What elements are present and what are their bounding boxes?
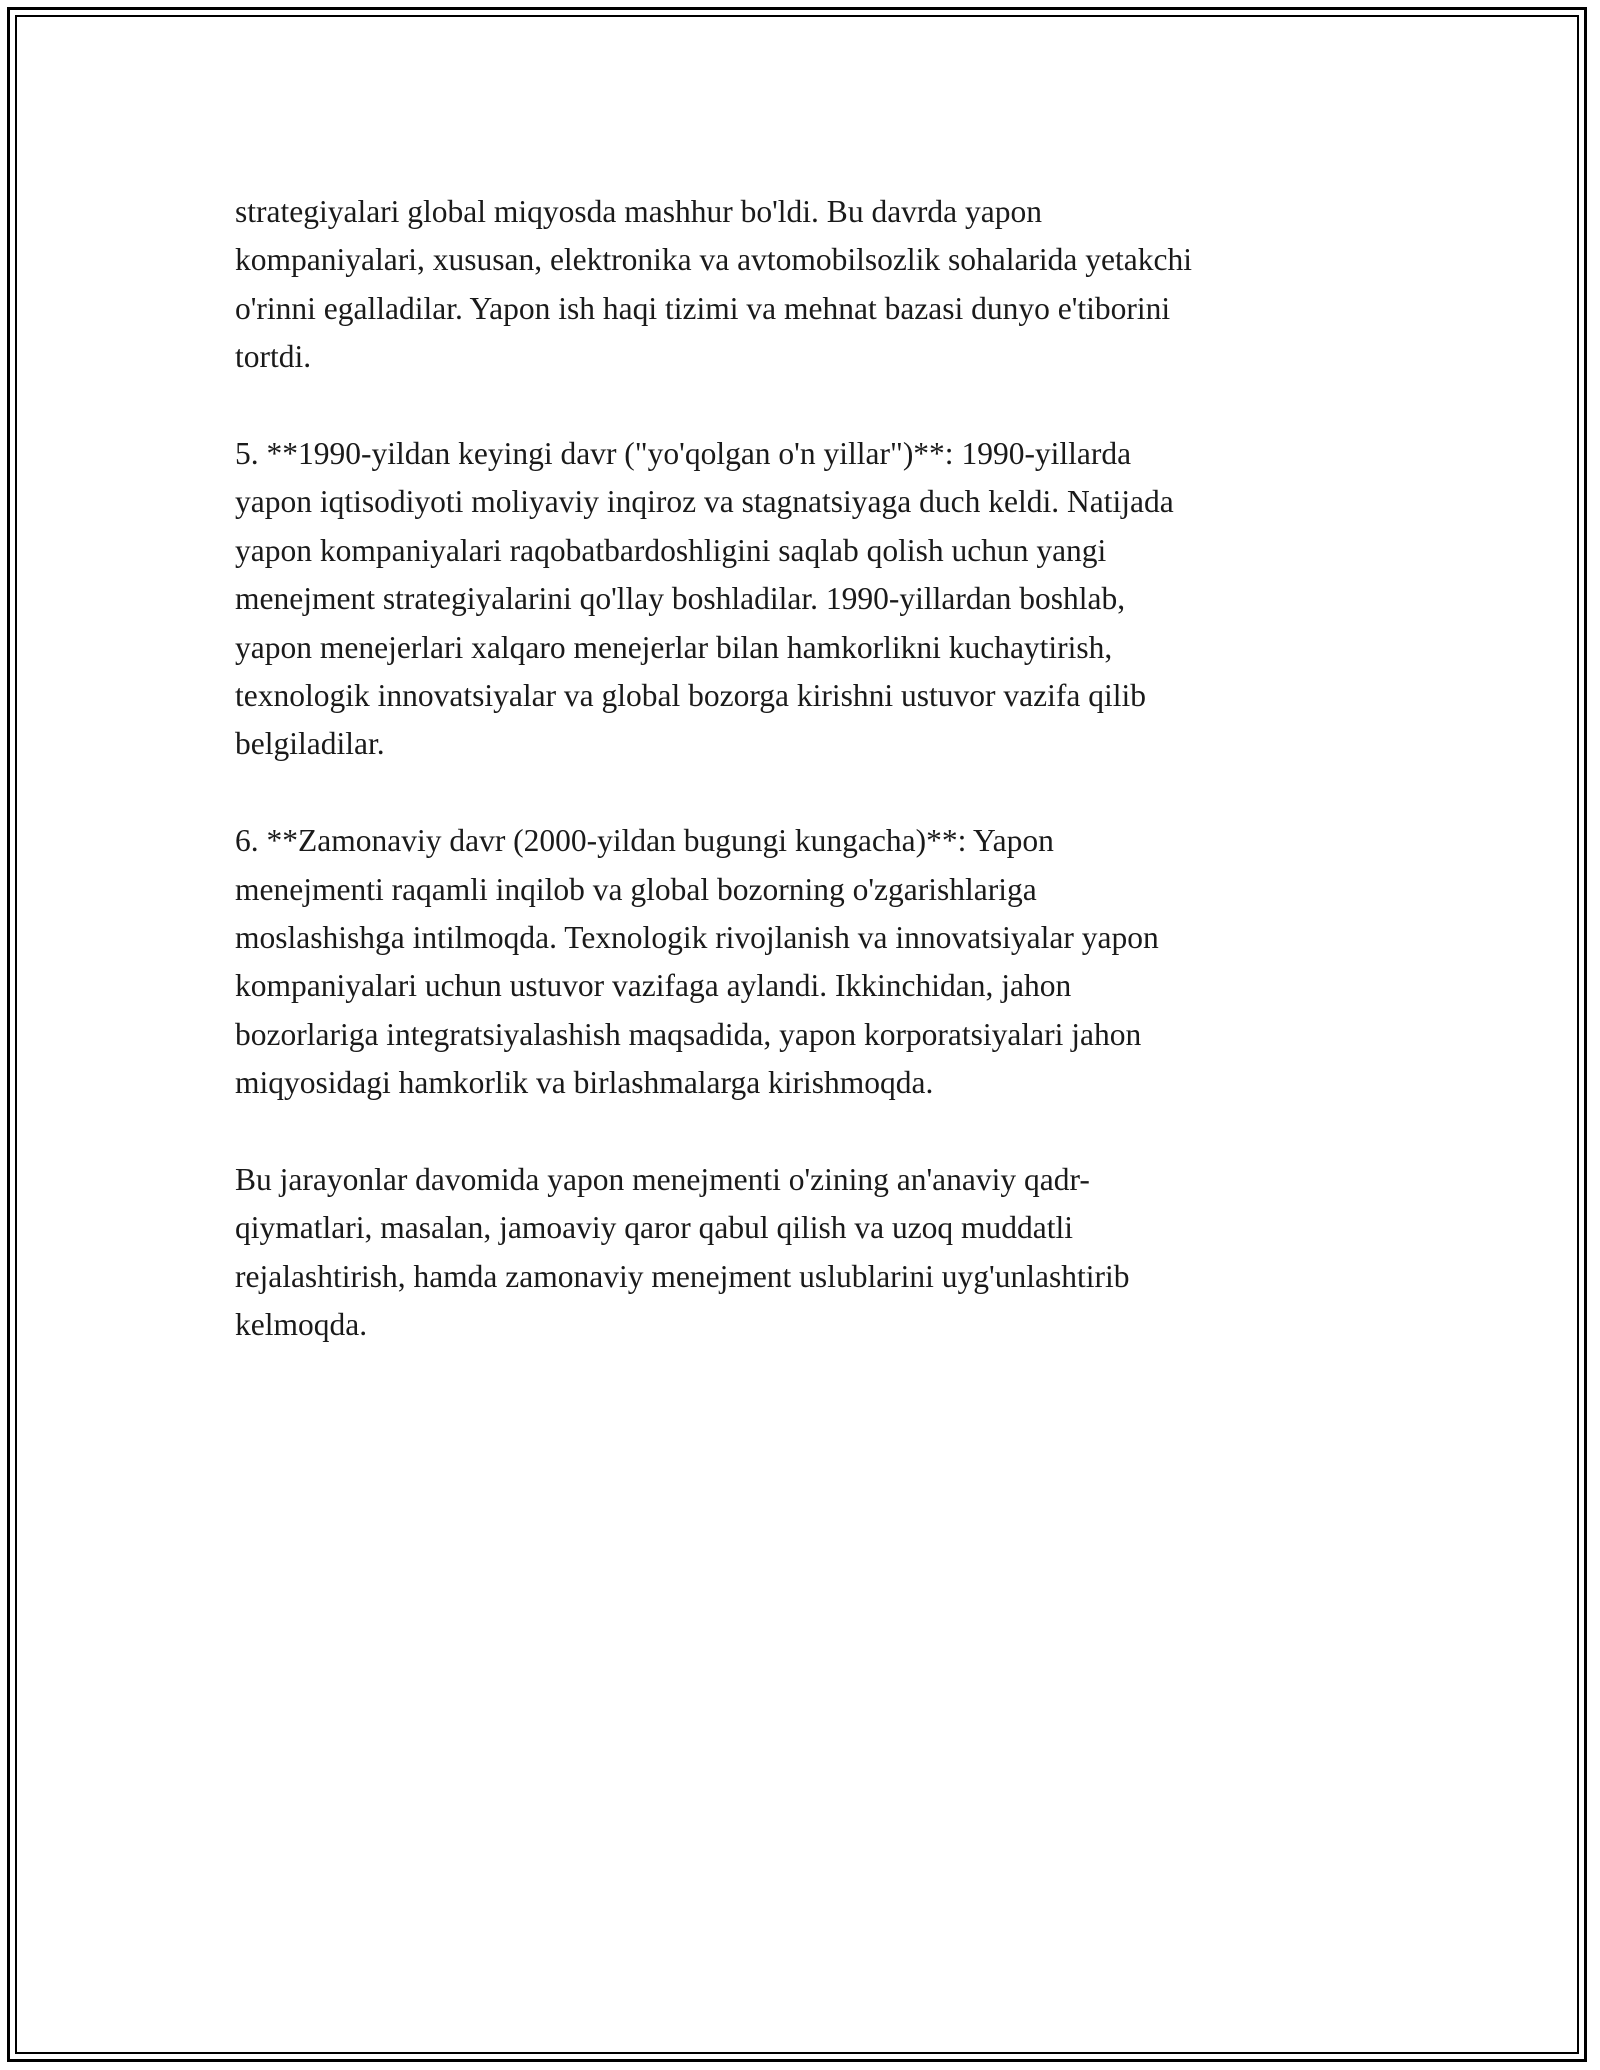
paragraph-item-5: 5. **1990-yildan keyingi davr ("yo'qolgan o'n yillar")**: 1990-yillarda yapon iqtisodiyoti moliyaviy inqiroz va stagnatsiyaga duch keldi. Natijada yapon kompaniyalari raqobatbardoshligini saqlab qolish uchun yangi menejment strategiyalarini qo'llay boshladilar. 1990-yillardan boshlab, yapon menejerlari xalqaro menejerlar bilan hamkorlikni kuchaytirish, texnologik innovatsiyalar va global bozorga kirishni ustuvor vazifa qilib belgiladilar.	[235, 436, 1174, 762]
paragraph-item-6: 6. **Zamonaviy davr (2000-yildan bugungi kungacha)**: Yapon menejmenti raqamli inqilob va global bozorning o'zgarishlariga moslashishga intilmoqda. Texnologik rivojlanish va innovatsiyalar yapon kompaniyalari uchun ustuvor vazifaga aylandi. Ikkinchidan, jahon bozorlariga integratsiyalashish maqsadida, yapon korporatsiyalari jahon miqyosidagi hamkorlik va birlashmalarga kirishmoqda.	[235, 823, 1159, 1101]
paragraph-conclusion: Bu jarayonlar davomida yapon menejmenti o'zining an'anaviy qadr- qiymatlari, masalan, jamoaviy qaror qabul qilish va uzoq muddatli rejalashtirish, hamda zamonaviy menejment uslublarini uyg'unlashtirib kelmoqda.	[235, 1162, 1130, 1343]
paragraph-continuation: strategiyalari global miqyosda mashhur bo'ldi. Bu davrda yapon kompaniyalari, xususan, elektronika va avtomobilsozlik sohalarida yetakchi o'rinni egalladilar. Yapon ish haqi tizimi va mehnat bazasi dunyo e'tiborini tortdi.	[235, 194, 1192, 375]
document-body	[235, 188, 1365, 1398]
